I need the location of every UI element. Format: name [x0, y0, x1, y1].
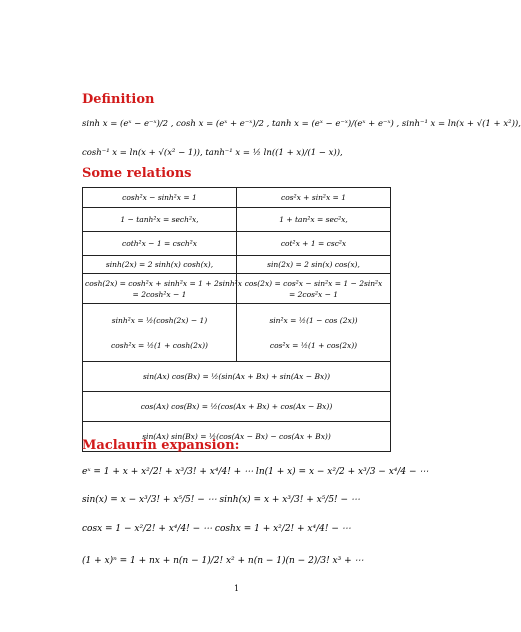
relation-cell: 1 − tanh²x = sech²x, [83, 208, 237, 232]
page-number: 1 [234, 584, 240, 593]
relation-line: sinh²x = ½(cosh(2x) − 1) [111, 315, 208, 325]
table-row [83, 232, 391, 256]
table-row [83, 256, 391, 274]
relation-cell: sinh(2x) = 2 sinh(x) cosh(x), [83, 256, 237, 274]
relation-cell [83, 304, 237, 362]
table-row [83, 274, 391, 304]
relation-cell: cosh²x − sinh²x = 1 [83, 188, 237, 208]
relation-cell: cos(Ax) cos(Bx) = ½(cos(Ax + Bx) + cos(Ax − Bx)) [83, 392, 391, 422]
relations-heading: Some relations [82, 166, 192, 181]
maclaurin-heading: Maclaurin expansion: [82, 438, 240, 453]
definition-line-2: cosh⁻¹ x = ln(x + √(x² − 1)), tanh⁻¹ x = ½ ln((1 + x)/(1 − x)), [82, 148, 343, 158]
relation-cell: cot²x + 1 = csc²x [237, 232, 391, 256]
maclaurin-line-2: sin(x) = x − x³/3! + x⁵/5! − ⋯ sinh(x) = x + x³/3! + x⁵/5! − ⋯ [82, 495, 360, 505]
relations-table [82, 187, 391, 452]
relation-line: cos(2x) = cos²x − sin²x = 1 − 2sin²x [244, 278, 383, 288]
definition-line-1: sinh x = (eˣ − e⁻ˣ)/2 , cosh x = (eˣ + e⁻ˣ)/2 , tanh x = (eˣ − e⁻ˣ)/(eˣ + e⁻ˣ) , sinh⁻¹ x = ln(x + √(1 + x²)), [82, 119, 521, 129]
maclaurin-line-1: eˣ = 1 + x + x²/2! + x³/3! + x⁴/4! + ⋯ ln(1 + x) = x − x²/2 + x³/3 − x⁴/4 − ⋯ [82, 467, 429, 477]
relation-cell [237, 304, 391, 362]
maclaurin-line-3: cosx = 1 − x²/2! + x⁴/4! − ⋯ coshx = 1 + x²/2! + x⁴/4! − ⋯ [82, 524, 351, 534]
relation-line: sin²x = ½(1 − cos (2x)) [269, 315, 358, 325]
relation-cell [237, 274, 391, 304]
relation-line: cos²x = ½(1 + cos(2x)) [269, 340, 358, 350]
relation-cell: cos²x + sin²x = 1 [237, 188, 391, 208]
table-row [83, 188, 391, 208]
relation-line: cosh(2x) = cosh²x + sinh²x = 1 + 2sinh²x [85, 278, 242, 288]
relation-line: = 2cos²x − 1 [288, 289, 339, 299]
relation-cell: sin(Ax) sin(Bx) = ½(cos(Ax − Bx) − cos(Ax + Bx)) [83, 422, 391, 452]
table-row [83, 362, 391, 392]
definition-heading: Definition [82, 92, 155, 107]
relation-line: cosh²x = ½(1 + cosh(2x)) [111, 340, 208, 350]
relation-cell [83, 274, 242, 304]
relation-cell: sin(2x) = 2 sin(x) cos(x), [237, 256, 391, 274]
relation-cell: 1 + tan²x = sec²x, [237, 208, 391, 232]
maclaurin-line-4: (1 + x)ⁿ = 1 + nx + n(n − 1)/2! x² + n(n − 1)(n − 2)/3! x³ + ⋯ [82, 556, 364, 566]
relation-cell: sin(Ax) cos(Bx) = ½(sin(Ax + Bx) + sin(Ax − Bx)) [83, 362, 391, 392]
relation-line: = 2cosh²x − 1 [132, 289, 187, 299]
table-row [83, 392, 391, 422]
table-row [83, 304, 391, 362]
relation-cell: coth²x − 1 = csch²x [83, 232, 237, 256]
table-row [83, 208, 391, 232]
